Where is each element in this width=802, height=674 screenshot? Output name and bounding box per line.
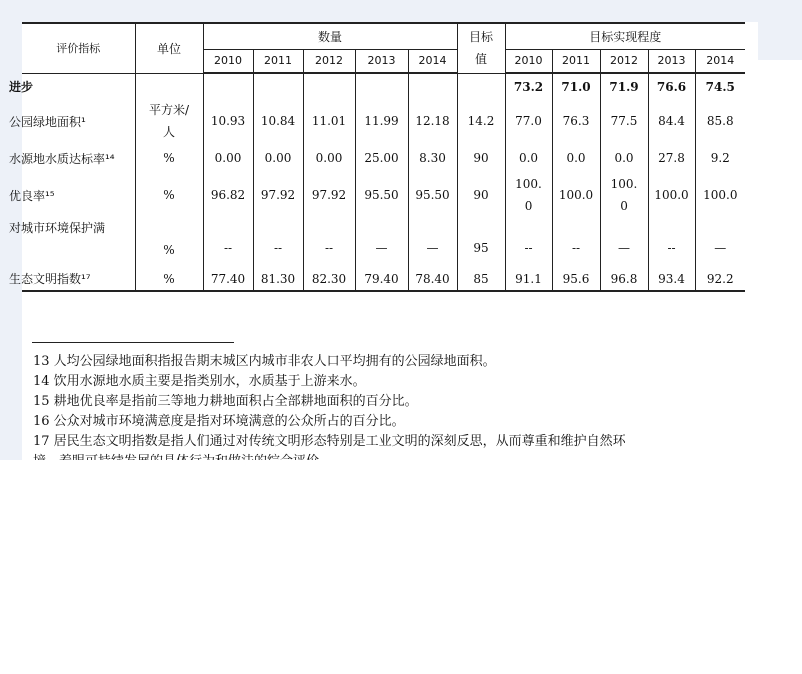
cell-a: 73.2 xyxy=(505,73,552,99)
cell-a: 76.6 xyxy=(648,73,695,99)
cell-q: 81.30 xyxy=(253,267,303,291)
row-name: 水源地水质达标率¹⁴ xyxy=(22,143,135,173)
cell-q: 97.92 xyxy=(303,173,355,217)
cell-q: 0.00 xyxy=(253,143,303,173)
row-name: 公园绿地面积¹ xyxy=(22,99,135,143)
row-unit: % xyxy=(135,267,203,291)
cell-a: 0.0 xyxy=(552,143,600,173)
cell-q: — xyxy=(408,217,457,267)
header-target-line1: 目标 xyxy=(469,30,494,45)
table-row xyxy=(22,217,745,267)
footnote-15: 15 耕地优良率是指前三等地力耕地面积占全部耕地面积的百分比。 xyxy=(33,394,418,409)
cell-q: -- xyxy=(253,217,303,267)
cell-a: 91.1 xyxy=(505,267,552,291)
cell-q: 10.93 xyxy=(203,99,253,143)
cell-target: 85 xyxy=(457,267,505,291)
cell-a-line1: 100. xyxy=(610,177,638,191)
row-name: 对城市环境保护满 xyxy=(22,217,135,267)
blank-area xyxy=(0,460,802,674)
footnote-13: 13 人均公园绿地面积指报告期末城区内城市非农人口平均拥有的公园绿地面积。 xyxy=(33,354,496,369)
row-name: 优良率¹⁵ xyxy=(22,173,135,217)
footnote-divider xyxy=(32,342,234,343)
cell-a: 85.8 xyxy=(706,114,734,128)
cell-q: 8.30 xyxy=(408,143,457,173)
row-unit: % xyxy=(135,217,203,267)
cell-q: -- xyxy=(203,217,253,267)
cell-q: 11.99 xyxy=(355,99,408,143)
cell-q xyxy=(303,73,355,99)
cell-a xyxy=(600,173,648,217)
cell-q: 79.40 xyxy=(355,267,408,291)
cell-target: 95 xyxy=(457,217,505,267)
year-a-2010: 2010 xyxy=(505,49,552,73)
cell-a: — xyxy=(714,241,727,255)
cell-q xyxy=(408,73,457,99)
indicator-table xyxy=(9,22,745,292)
cell-a: 76.3 xyxy=(552,99,600,143)
row-unit: % xyxy=(135,173,203,217)
cell-a: -- xyxy=(505,217,552,267)
cell-q: 95.50 xyxy=(355,173,408,217)
cell-a: 100.0 xyxy=(552,173,600,217)
cell-a: 77.0 xyxy=(505,99,552,143)
table-row xyxy=(22,267,745,291)
cell-a: -- xyxy=(552,217,600,267)
cell-q: 0.00 xyxy=(303,143,355,173)
header-quantity: 数量 xyxy=(203,23,457,49)
table-row xyxy=(22,143,745,173)
cell-a: 27.8 xyxy=(648,143,695,173)
cell-q: — xyxy=(355,217,408,267)
cell-target xyxy=(457,73,505,99)
row-name: 进步 xyxy=(22,73,135,99)
cell-q xyxy=(203,73,253,99)
document-page xyxy=(9,22,758,460)
header-target xyxy=(457,23,505,73)
cell-q: 11.01 xyxy=(303,99,355,143)
cell-a: 71.0 xyxy=(552,73,600,99)
row-unit xyxy=(135,73,203,99)
header-unit: 单位 xyxy=(135,23,203,73)
cell-a: 74.5 xyxy=(705,79,735,94)
cell-q xyxy=(253,73,303,99)
table-row xyxy=(22,99,745,143)
cell-q: 95.50 xyxy=(408,173,457,217)
table-row xyxy=(22,73,745,99)
cell-a: 92.2 xyxy=(695,267,745,291)
year-q-2011: 2011 xyxy=(253,49,303,73)
cell-a: 9.2 xyxy=(710,151,730,165)
cell-q xyxy=(355,73,408,99)
cell-q: 77.40 xyxy=(203,267,253,291)
row-unit xyxy=(135,99,203,143)
cell-a-line1: 100. xyxy=(515,177,542,191)
cell-a: 100.0 xyxy=(648,173,695,217)
footnote-16: 16 公众对城市环境满意度是指对环境满意的公众所占的百分比。 xyxy=(33,414,405,429)
header-row-1 xyxy=(22,23,745,49)
cell-a-line2: 0 xyxy=(620,199,628,213)
header-target-line2: 值 xyxy=(475,52,488,67)
cell-a: 0.0 xyxy=(505,143,552,173)
cell-a: 96.8 xyxy=(600,267,648,291)
year-q-2012: 2012 xyxy=(303,49,355,73)
footnote-14: 14 饮用水源地水质主要是指类别水，水质基于上游来水。 xyxy=(33,374,366,389)
cell-q: 10.84 xyxy=(253,99,303,143)
table-row xyxy=(22,173,745,217)
cell-target: 90 xyxy=(457,143,505,173)
cell-q: 0.00 xyxy=(203,143,253,173)
cell-a: 95.6 xyxy=(552,267,600,291)
cell-q: -- xyxy=(303,217,355,267)
row-name: 生态文明指数¹⁷ xyxy=(22,267,135,291)
year-a-2013: 2013 xyxy=(648,49,695,73)
cell-a: — xyxy=(600,217,648,267)
cell-a: 0.0 xyxy=(600,143,648,173)
header-indicator: 评价指标 xyxy=(22,23,135,73)
header-achievement: 目标实现程度 xyxy=(505,23,745,49)
cell-q: 97.92 xyxy=(253,173,303,217)
cell-a: -- xyxy=(648,217,695,267)
footnotes xyxy=(33,352,723,472)
year-a-2012: 2012 xyxy=(600,49,648,73)
year-q-2014: 2014 xyxy=(408,49,457,73)
year-q-2010: 2010 xyxy=(203,49,253,73)
year-a-2014: 2014 xyxy=(695,49,745,73)
cell-target: 90 xyxy=(457,173,505,217)
cell-q: 82.30 xyxy=(303,267,355,291)
cell-a: 93.4 xyxy=(648,267,695,291)
row-unit: % xyxy=(135,143,203,173)
cell-a-line2: 0 xyxy=(524,199,533,213)
cell-a: 100.0 xyxy=(703,188,738,202)
year-q-2013: 2013 xyxy=(355,49,408,73)
cell-target: 14.2 xyxy=(457,99,505,143)
cell-q: 78.40 xyxy=(408,267,457,291)
cell-a xyxy=(505,173,552,217)
cell-q: 25.00 xyxy=(355,143,408,173)
year-a-2011: 2011 xyxy=(552,49,600,73)
cell-a: 77.5 xyxy=(600,99,648,143)
cell-a: 71.9 xyxy=(600,73,648,99)
row-unit-line1: 平方米/ xyxy=(148,103,190,117)
row-unit-line2: 人 xyxy=(162,125,175,139)
footnote-17: 17 居民生态文明指数是指人们通过对传统文明形态特别是工业文明的深刻反思，从而尊重和维护自然环 xyxy=(33,434,626,449)
cell-q: 12.18 xyxy=(408,99,457,143)
cell-q: 96.82 xyxy=(203,173,253,217)
cell-a: 84.4 xyxy=(648,99,695,143)
